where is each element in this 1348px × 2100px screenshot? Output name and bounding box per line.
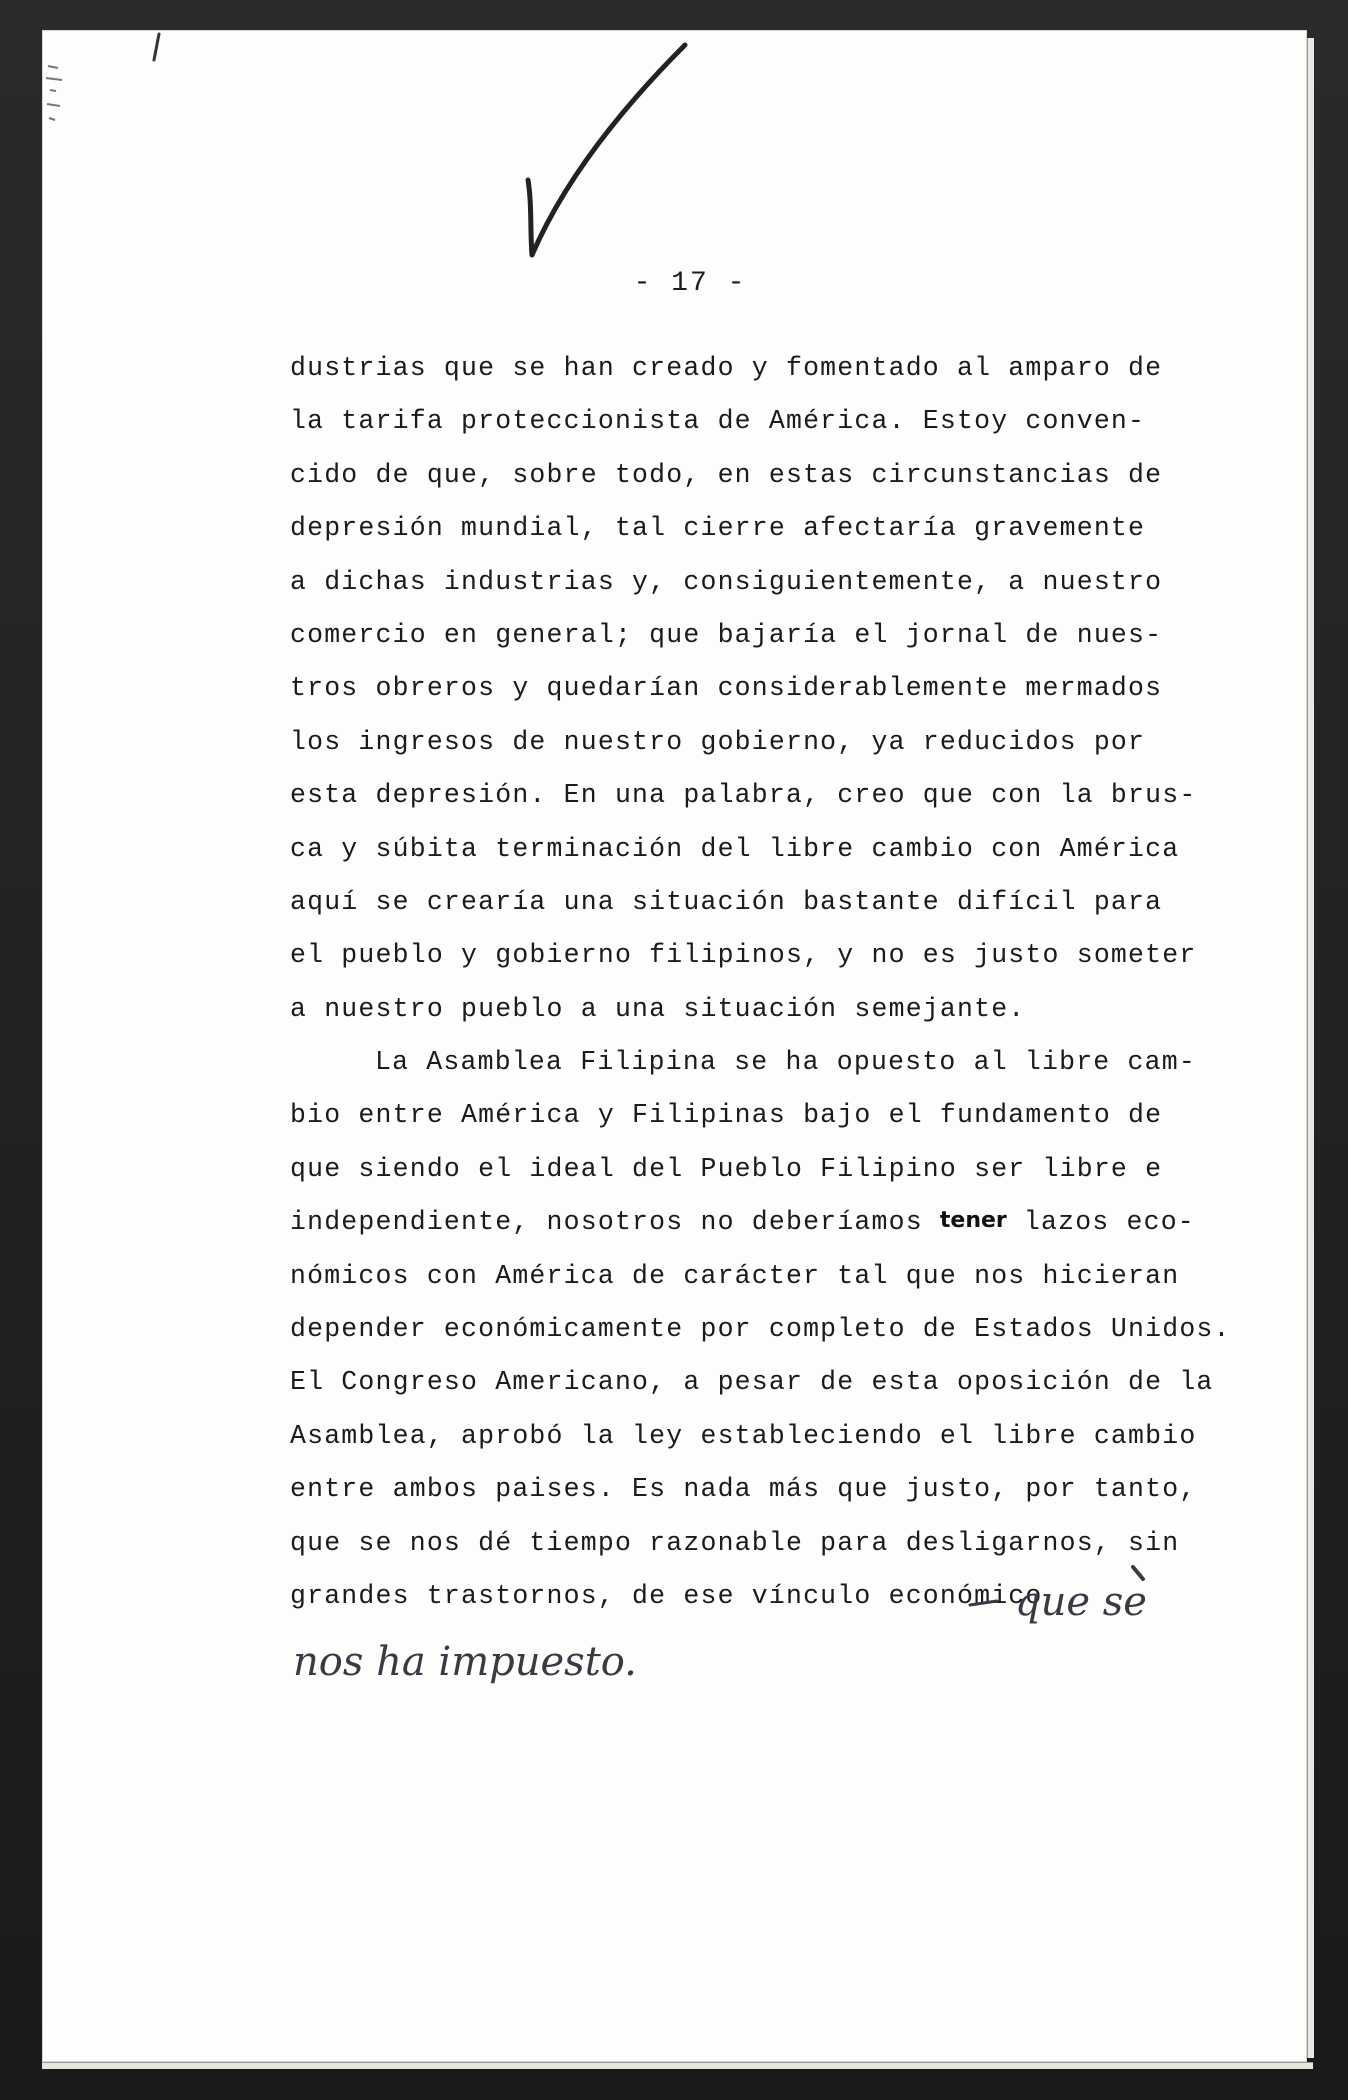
text-line: Asamblea, aprobó la ley estableciendo el libre cambio [290, 1420, 1197, 1451]
text-line: comercio en general; que bajaría el jornal de nues- [290, 619, 1163, 650]
text-line: aquí se crearía una situación bastante difícil para [290, 886, 1163, 917]
text-line: tros obreros y quedarían considerablemente mermados [290, 673, 1163, 704]
text-line: los ingresos de nuestro gobierno, ya reducidos por [290, 726, 1146, 757]
text-line: La Asamblea Filipina se ha opuesto al libre cam- [375, 1047, 1196, 1078]
text-line-with-insert [290, 1196, 1195, 1249]
text-line: depresión mundial, tal cierre afectaría gravemente [290, 513, 1146, 544]
inserted-word: tener [939, 1208, 1007, 1234]
text-line: bio entre América y Filipinas bajo el fundamento de [290, 1100, 1163, 1131]
text-line: cido de que, sobre todo, en estas circunstancias de [290, 459, 1163, 490]
handwritten-annotation [285, 1565, 1185, 1695]
checkmark-icon [500, 30, 740, 270]
text-line: a nuestro pueblo a una situación semejante. [290, 993, 1026, 1024]
text-line: El Congreso Americano, a pesar de esta oposición de la [290, 1367, 1214, 1398]
text-line: ca y súbita terminación del libre cambio con América [290, 833, 1180, 864]
text-line: esta depresión. En una palabra, creo que con la brus- [290, 780, 1197, 811]
text-line: que se nos dé tiempo razonable para desligarnos, sin [290, 1527, 1180, 1558]
text-line: el pueblo y gobierno filipinos, y no es justo someter [290, 940, 1197, 971]
handwritten-line-1: que se [1015, 1579, 1147, 1625]
text-line: entre ambos paises. Es nada más que justo, por tanto, [290, 1474, 1197, 1505]
body-text [290, 342, 1231, 1623]
text-line: la tarifa proteccionista de América. Estoy conven- [290, 406, 1146, 437]
text-line: depender económicamente por completo de Estados Unidos. [290, 1314, 1231, 1345]
pencil-tick-mark [145, 30, 175, 70]
page-number: - 17 - [633, 268, 747, 299]
text-fragment: lazos eco- [1006, 1207, 1195, 1238]
page-edge-bottom [42, 2062, 1313, 2069]
text-fragment: independiente, nosotros no deberíamos [290, 1207, 940, 1238]
handwritten-line-2: nos ha impuesto. [293, 1639, 637, 1685]
text-line: dustrias que se han creado y fomentado al amparo de [290, 353, 1163, 383]
text-line: grandes trastornos, de ese vínculo económico [290, 1580, 1043, 1611]
text-line: a dichas industrias y, consiguientemente, a nuestro [290, 566, 1163, 597]
binding-marks [44, 60, 74, 140]
text-line: que siendo el ideal del Pueblo Filipino ser libre e [290, 1153, 1163, 1184]
text-line: nómicos con América de carácter tal que nos hicieran [290, 1260, 1180, 1291]
page-edge-right [1307, 38, 1314, 2058]
